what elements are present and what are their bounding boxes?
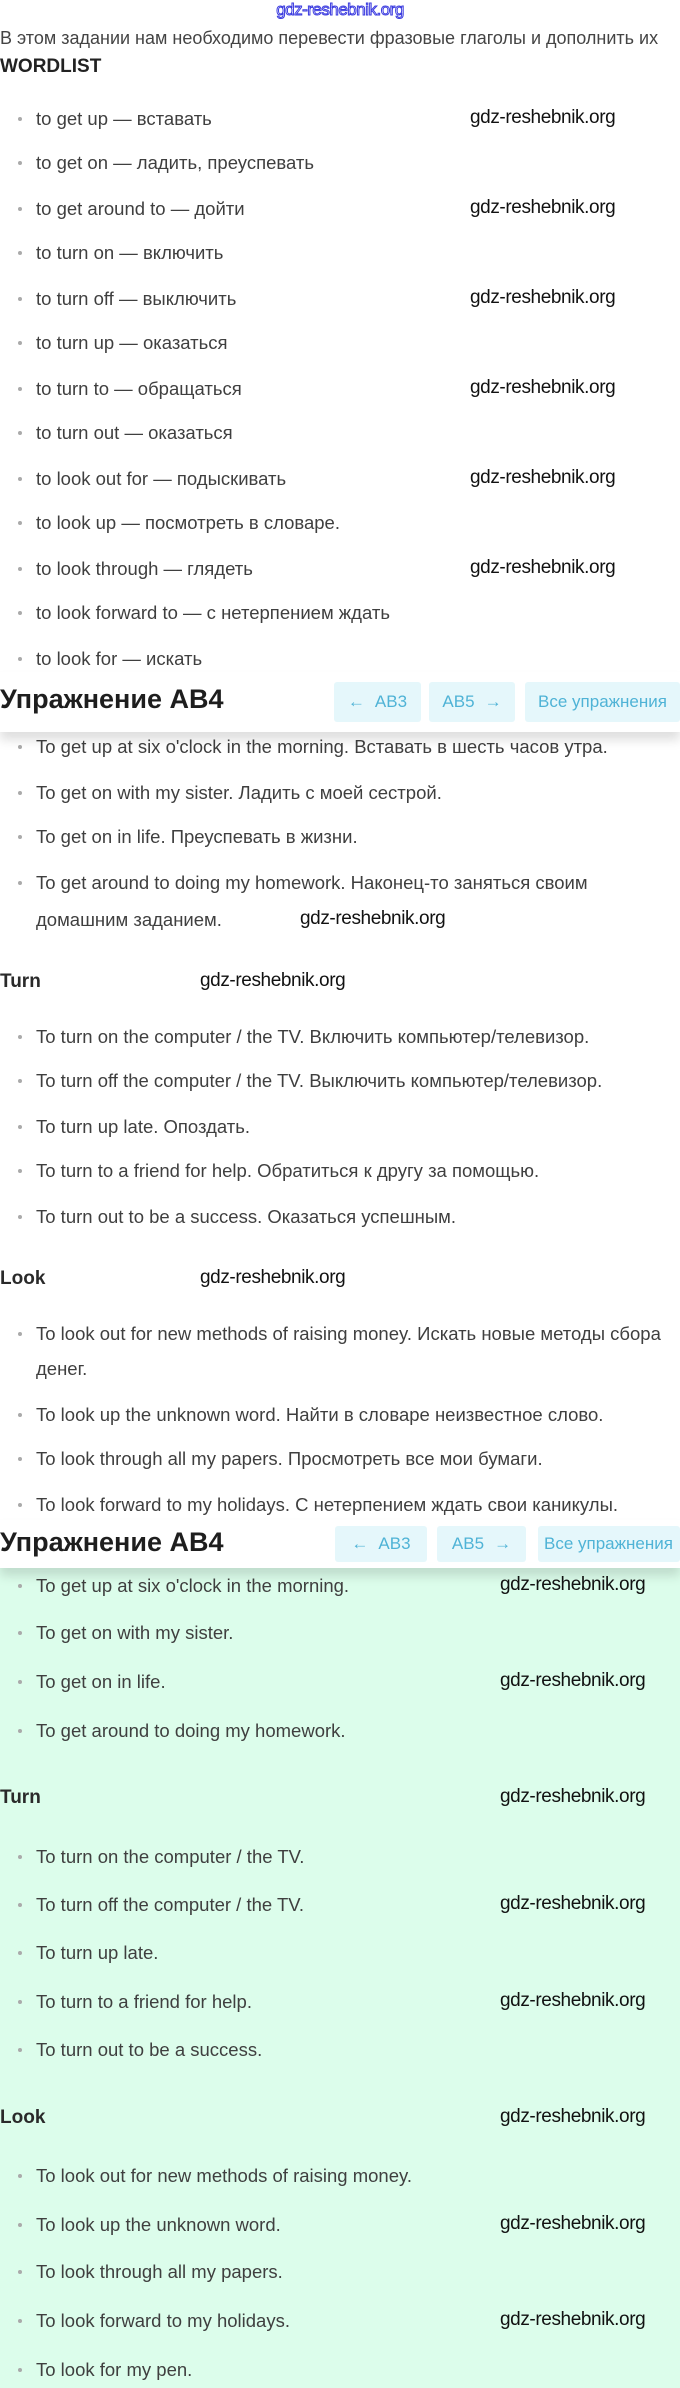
list-item-text: to turn up — оказаться — [36, 332, 228, 353]
bullet-icon — [18, 251, 22, 255]
all-exercises-button[interactable] — [525, 682, 680, 722]
list-item-text: To get on with my sister. — [36, 1622, 234, 1643]
list-item-text: to turn out — оказаться — [36, 422, 233, 443]
next-exercise-label: AB5 — [442, 692, 475, 711]
intro-text: В этом задании нам необходимо перевести фразовые глаголы и дополнить их — [0, 28, 659, 48]
list-item-text: to get around to — дойти — [36, 198, 245, 219]
list-item — [36, 2039, 262, 2061]
list-item — [36, 2214, 281, 2236]
list-item — [36, 512, 340, 534]
list-item — [36, 826, 358, 848]
list-item-text: to turn off — выключить — [36, 288, 237, 309]
list-item-text: To turn to a friend for help. Обратиться к другу за помощью. — [36, 1160, 540, 1181]
list-item-text: to look up — посмотреть в словаре. — [36, 512, 340, 533]
bullet-icon — [18, 207, 22, 211]
list-item — [36, 288, 236, 310]
next-exercise-label: AB5 — [451, 1534, 485, 1553]
section-heading — [0, 1268, 45, 1290]
prev-exercise-button[interactable] — [335, 1526, 427, 1562]
list-item — [36, 1026, 589, 1048]
watermark: gdz-reshebnik.org — [470, 467, 616, 488]
bullet-icon — [18, 1503, 22, 1507]
list-item-text: To look out for new methods of raising money. Искать новые методы сбора — [36, 1323, 661, 1344]
list-item — [36, 1991, 252, 2013]
arrow-left-icon: ← — [351, 1534, 369, 1553]
list-item — [36, 1575, 349, 1597]
bullet-icon — [18, 341, 22, 345]
bullet-icon — [18, 387, 22, 391]
bullet-icon — [18, 1631, 22, 1635]
list-item-text: To turn on the computer / the TV. Включить компьютер/телевизор. — [36, 1026, 590, 1047]
list-item-text: Turn — [0, 971, 41, 992]
list-item — [36, 1622, 233, 1644]
bullet-icon — [18, 1035, 22, 1039]
list-item-text: To look up the unknown word. — [36, 2214, 281, 2235]
bullet-icon — [18, 835, 22, 839]
bullet-icon — [18, 2000, 22, 2004]
list-item-text: To look forward to my holidays. — [36, 2310, 290, 2331]
watermark: gdz-reshebnik.org — [500, 2309, 646, 2330]
watermark: gdz-reshebnik.org — [500, 2213, 646, 2234]
bullet-icon — [18, 657, 22, 661]
bullet-icon — [18, 431, 22, 435]
prev-exercise-button[interactable] — [334, 682, 421, 722]
bullet-icon — [18, 2368, 22, 2372]
bullet-icon — [18, 2270, 22, 2274]
bullet-icon — [18, 477, 22, 481]
list-item-text: Turn — [0, 1787, 41, 1808]
bullet-icon — [18, 1332, 22, 1336]
list-item — [36, 332, 228, 354]
bullet-icon — [18, 1729, 22, 1733]
list-item-text: To get on in life. — [36, 1671, 166, 1692]
list-item — [36, 108, 212, 130]
bullet-icon — [18, 1215, 22, 1219]
watermark: gdz-reshebnik.org — [500, 1990, 646, 2011]
list-item — [36, 1894, 304, 1916]
bullet-icon — [18, 567, 22, 571]
list-item — [36, 1671, 166, 1693]
list-item — [36, 558, 253, 580]
bullet-icon — [18, 161, 22, 165]
list-item — [36, 1404, 603, 1426]
all-exercises-label: Все упражнения — [544, 1534, 673, 1553]
bullet-icon — [18, 1584, 22, 1588]
all-exercises-label: Все упражнения — [538, 692, 667, 711]
list-item-text: To turn off the computer / the TV. — [36, 1894, 305, 1915]
bullet-icon — [18, 1951, 22, 1955]
watermark: gdz-reshebnik.org — [200, 1267, 346, 1288]
prev-exercise-label: AB3 — [374, 692, 408, 711]
bullet-icon — [18, 2223, 22, 2227]
watermark: gdz-reshebnik.org — [200, 970, 346, 991]
bullet-icon — [18, 1169, 22, 1173]
bullet-icon — [18, 297, 22, 301]
bullet-icon — [18, 117, 22, 121]
wordlist-heading: WORDLIST — [0, 56, 102, 77]
list-item — [36, 909, 222, 931]
watermark: gdz-reshebnik.org — [500, 1670, 646, 1691]
list-item-text: To get on in life. Преуспевать в жизни. — [36, 826, 358, 847]
list-item — [36, 1720, 346, 1742]
list-item-text: домашним заданием. — [36, 909, 222, 930]
list-item-text: To get around to doing my homework. — [36, 1720, 346, 1741]
list-item-text: to look out for — подыскивать — [36, 468, 287, 489]
list-item-text: To turn to a friend for help. — [36, 1991, 252, 2012]
list-item — [36, 198, 245, 220]
bullet-icon — [18, 1413, 22, 1417]
bullet-icon — [18, 521, 22, 525]
watermark: gdz-reshebnik.org — [470, 557, 616, 578]
list-item — [36, 1160, 539, 1182]
all-exercises-button[interactable] — [538, 1526, 680, 1562]
section-heading — [0, 2107, 45, 2129]
list-item — [36, 1494, 618, 1516]
bullet-icon — [18, 2319, 22, 2323]
list-item — [36, 378, 242, 400]
list-item-text: to turn on — включить — [36, 242, 224, 263]
exercise-title: Упражнение AB4 — [0, 1527, 224, 1557]
list-item-text: to look through — глядеть — [36, 558, 253, 579]
list-item-text: Look — [0, 1268, 46, 1289]
list-item — [36, 782, 442, 804]
arrow-right-icon: → — [494, 1534, 512, 1553]
list-item-text: To get on with my sister. Ладить с моей сестрой. — [36, 782, 442, 803]
list-item-text: To turn on the computer / the TV. — [36, 1846, 305, 1867]
watermark: gdz-reshebnik.org — [470, 287, 616, 308]
list-item — [36, 1448, 543, 1470]
exercise-title: Упражнение AB4 — [0, 684, 224, 714]
arrow-right-icon: → — [484, 692, 502, 711]
list-item — [36, 1358, 87, 1380]
watermark: gdz-reshebnik.org — [500, 1786, 646, 1807]
next-exercise-button[interactable] — [437, 1526, 526, 1562]
bullet-icon — [18, 2048, 22, 2052]
next-exercise-button[interactable] — [429, 682, 515, 722]
list-item-text: to turn to — обращаться — [36, 378, 242, 399]
list-item — [36, 242, 223, 264]
bullet-icon — [18, 1457, 22, 1461]
list-item-text: to look for — искать — [36, 648, 203, 669]
list-item-text: To look up the unknown word. Найти в словаре неизвестное слово. — [36, 1404, 604, 1425]
list-item-text: To look out for new methods of raising money. — [36, 2165, 413, 2186]
list-item-text: To get around to doing my homework. Наконец-то заняться своим — [36, 872, 588, 893]
list-item-text: To turn up late. Опоздать. — [36, 1116, 251, 1137]
list-item-text: денег. — [36, 1358, 88, 1379]
list-item-text: To get up at six o'clock in the morning. Вставать в шесть часов утра. — [36, 736, 608, 757]
list-item — [36, 602, 390, 624]
list-item-text: to get on — ладить, преуспевать — [36, 152, 314, 173]
list-item — [36, 1070, 602, 1092]
list-item — [36, 1942, 158, 1964]
list-item — [36, 1206, 456, 1228]
watermark: gdz-reshebnik.org — [500, 1574, 646, 1595]
exercise-header-2 — [0, 1520, 680, 1568]
bullet-icon — [18, 1079, 22, 1083]
list-item — [36, 152, 314, 174]
list-item-text: To turn up late. — [36, 1942, 159, 1963]
list-item — [36, 736, 608, 758]
list-item — [36, 1116, 250, 1138]
section-heading — [0, 1787, 41, 1809]
prev-exercise-label: AB3 — [378, 1534, 411, 1553]
watermark: gdz-reshebnik.org — [300, 908, 446, 929]
list-item-text: To look through all my papers. — [36, 2261, 283, 2282]
list-item-text: To turn out to be a success. — [36, 2039, 263, 2060]
list-item-text: To turn out to be a success. Оказаться успешным. — [36, 1206, 457, 1227]
list-item — [36, 1846, 304, 1868]
list-item — [36, 2165, 412, 2187]
bullet-icon — [18, 2174, 22, 2178]
list-item-text: to get up — вставать — [36, 108, 212, 129]
list-item-text: To look through all my papers. Просмотреть все мои бумаги. — [36, 1448, 543, 1469]
list-item — [36, 2310, 290, 2332]
bullet-icon — [18, 1125, 22, 1129]
bullet-icon — [18, 881, 22, 885]
bullet-icon — [18, 791, 22, 795]
bullet-icon — [18, 1680, 22, 1684]
list-item-text: Look — [0, 2107, 46, 2128]
watermark: gdz-reshebnik.org — [500, 1893, 646, 1914]
watermark: gdz-reshebnik.org — [500, 2106, 646, 2127]
list-item — [36, 872, 588, 894]
list-item-text: To get up at six o'clock in the morning. — [36, 1575, 350, 1596]
bullet-icon — [18, 1903, 22, 1907]
exercise-header — [0, 672, 680, 732]
section-heading — [0, 971, 41, 993]
list-item — [36, 2359, 192, 2381]
watermark: gdz-reshebnik.org — [470, 107, 616, 128]
list-item — [36, 2261, 283, 2283]
list-item — [36, 1323, 661, 1345]
watermark: gdz-reshebnik.org — [470, 377, 616, 398]
list-item — [36, 648, 202, 670]
list-item-text: To look forward to my holidays. С нетерпением ждать свои каникулы. — [36, 1494, 619, 1515]
list-item-text: to look forward to — с нетерпением ждать — [36, 602, 390, 623]
watermark: gdz-reshebnik.org — [470, 197, 616, 218]
list-item — [36, 422, 233, 444]
list-item-text: To look for my pen. — [36, 2359, 193, 2380]
list-item — [36, 468, 286, 490]
site-logo[interactable]: gdz-reshebnik.org — [276, 0, 404, 19]
list-item-text: To turn off the computer / the TV. Выключить компьютер/телевизор. — [36, 1070, 603, 1091]
bullet-icon — [18, 745, 22, 749]
arrow-left-icon: ← — [347, 692, 365, 711]
bullet-icon — [18, 1855, 22, 1859]
bullet-icon — [18, 611, 22, 615]
